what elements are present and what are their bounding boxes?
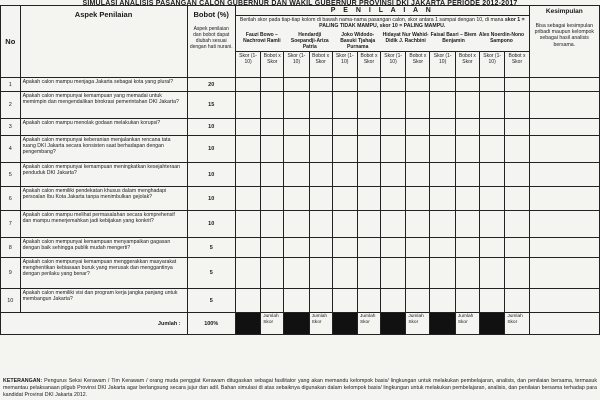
subheader-bobot-x-skor: Bobot x Skor bbox=[261, 52, 284, 78]
footer-text: Pengurus Seksi Kerawam / Tim Kerawam / orang muda penggiat Kerawam ditugaskan sebagai fasilitator yang akan memandu kelompok basis/ lingkungan untuk melakukan pembelajaran, analisis, dan penilaian bersama, termasuk memantau pelaksanaan pilgub Provinsi DKI Jakarta agar berlangsung secara jujur dan adil. Bahan simulasi di atas sebaiknya digunakan dalam kelompok basis/ lingkungan untuk melakukan pembelajaran, analisis, dan penilaian bersama terhadap para kandidat Provinsi DKI Jakarta 2012. bbox=[3, 378, 597, 398]
weighted-score-cell[interactable] bbox=[455, 289, 479, 313]
weighted-score-cell[interactable] bbox=[406, 238, 430, 258]
subheader-skor: Skor (1-10) bbox=[380, 52, 405, 78]
row-number: 3 bbox=[1, 119, 21, 136]
document-title: SIMULASI ANALISIS PASANGAN CALON GUBERNUR DAN WAKIL GUBERNUR PROVINSI DKI JAKARTA PERIODE 2012-2017 bbox=[82, 0, 518, 7]
weighted-score-cell[interactable] bbox=[406, 258, 430, 289]
score-input-cell[interactable] bbox=[235, 289, 260, 313]
row-bobot: 5 bbox=[187, 258, 235, 289]
footer-note bbox=[3, 378, 597, 399]
weighted-score-cell[interactable] bbox=[406, 92, 430, 119]
score-input-cell[interactable] bbox=[284, 119, 309, 136]
assessment-rows bbox=[1, 78, 600, 313]
assessment-table bbox=[0, 5, 600, 335]
score-input-cell[interactable] bbox=[284, 163, 309, 187]
weighted-score-cell[interactable] bbox=[455, 136, 479, 163]
kesimpulan-cell[interactable] bbox=[529, 78, 599, 92]
kesimpulan-cell[interactable] bbox=[529, 136, 599, 163]
instruction-text: Berilah skor pada tiap-tiap kolom di bawah nama-nama pasangan calon, skor antara 1 sampai dengan 10, di mana bbox=[239, 17, 505, 23]
subheader-bobot-x-skor: Bobot x Skor bbox=[309, 52, 332, 78]
row-bobot: 10 bbox=[187, 136, 235, 163]
score-input-cell[interactable] bbox=[332, 289, 357, 313]
candidate-name: Hidayat Nur Wahid-Didik J. Rachbini bbox=[382, 32, 429, 44]
header-bobot-label: Bobot (%) bbox=[193, 10, 229, 19]
weighted-score-cell[interactable] bbox=[309, 92, 332, 119]
candidate-name: Hendardji Soepandji-Ariza Patria bbox=[290, 32, 329, 50]
weighted-score-cell[interactable] bbox=[261, 78, 284, 92]
subheader-skor: Skor (1-10) bbox=[332, 52, 357, 78]
row-aspek: Apakah calon mempunyai kemampuan menggerakkan masyarakat menghentikan kebiasaan buruk yang merusak dan menggantinya dengan perilaku yang benar? bbox=[20, 258, 187, 289]
table-row bbox=[1, 163, 600, 187]
table-row bbox=[1, 119, 600, 136]
header-kesimpulan-desc: Bisa sebagai kesimpulan pribadi maupun kelompok sebagai hasil analisis bersama. bbox=[534, 23, 595, 48]
weighted-score-cell[interactable] bbox=[505, 289, 529, 313]
kesimpulan-cell[interactable] bbox=[529, 289, 599, 313]
row-aspek: Apakah calon mempunyai keberanian menjalankan rencana tata ruang DKI Jakarta secara konsisten saat berhadapan dengan pengembang? bbox=[20, 136, 187, 163]
weighted-score-cell[interactable] bbox=[357, 211, 380, 238]
weighted-score-cell[interactable] bbox=[505, 238, 529, 258]
subheader-skor: Skor (1-10) bbox=[235, 52, 260, 78]
subheader-bobot-x-skor: Bobot x Skor bbox=[357, 52, 380, 78]
total-score-cell[interactable]: Jumlah Skor bbox=[357, 313, 380, 335]
weighted-score-cell[interactable] bbox=[357, 163, 380, 187]
score-input-cell[interactable] bbox=[284, 187, 309, 211]
weighted-score-cell[interactable] bbox=[309, 258, 332, 289]
score-input-cell[interactable] bbox=[430, 92, 455, 119]
total-row bbox=[1, 313, 600, 335]
total-bobot: 100% bbox=[187, 313, 235, 335]
score-input-cell[interactable] bbox=[430, 163, 455, 187]
score-input-cell[interactable] bbox=[479, 238, 504, 258]
weighted-score-cell[interactable] bbox=[357, 238, 380, 258]
weighted-score-cell[interactable] bbox=[309, 163, 332, 187]
weighted-score-cell[interactable] bbox=[261, 119, 284, 136]
score-input-cell[interactable] bbox=[332, 92, 357, 119]
total-score-cell[interactable]: Jumlah Skor bbox=[505, 313, 529, 335]
score-input-cell[interactable] bbox=[380, 258, 405, 289]
weighted-score-cell[interactable] bbox=[261, 136, 284, 163]
score-input-cell[interactable] bbox=[380, 136, 405, 163]
row-number: 8 bbox=[1, 238, 21, 258]
candidate-name: Fauzi Bowo – Nachrowi Ramli bbox=[243, 32, 281, 44]
weighted-score-cell[interactable] bbox=[455, 78, 479, 92]
subheader-bobot-x-skor: Bobot x Skor bbox=[406, 52, 430, 78]
score-input-cell[interactable] bbox=[479, 258, 504, 289]
header-kesimpulan bbox=[529, 6, 599, 78]
total-blackout bbox=[479, 313, 504, 335]
row-bobot: 5 bbox=[187, 289, 235, 313]
score-input-cell[interactable] bbox=[380, 92, 405, 119]
score-input-cell[interactable] bbox=[380, 187, 405, 211]
total-score-cell[interactable]: Jumlah Skor bbox=[309, 313, 332, 335]
header-bobot-desc: Aspek penilaian dan bobot dapat diubah sesuai dengan hati nurani. bbox=[189, 26, 233, 50]
weighted-score-cell[interactable] bbox=[455, 211, 479, 238]
score-input-cell[interactable] bbox=[380, 289, 405, 313]
row-number: 6 bbox=[1, 187, 21, 211]
score-input-cell[interactable] bbox=[235, 136, 260, 163]
weighted-score-cell[interactable] bbox=[505, 92, 529, 119]
score-input-cell[interactable] bbox=[332, 187, 357, 211]
score-input-cell[interactable] bbox=[332, 78, 357, 92]
weighted-score-cell[interactable] bbox=[357, 92, 380, 119]
row-aspek: Apakah calon mempunyai kemampuan menyampaikan gagasan dengan baik sehingga publik mudah mengerti? bbox=[20, 238, 187, 258]
weighted-score-cell[interactable] bbox=[357, 289, 380, 313]
weighted-score-cell[interactable] bbox=[309, 78, 332, 92]
kesimpulan-cell[interactable] bbox=[529, 119, 599, 136]
total-score-cell[interactable]: Jumlah Skor bbox=[406, 313, 430, 335]
score-input-cell[interactable] bbox=[235, 211, 260, 238]
score-input-cell[interactable] bbox=[332, 238, 357, 258]
row-aspek: Apakah calon mempunyai kemampuan yang memadai untuk memimpin dan mengendalikan birokrasi pemerintahan DKI Jakarta? bbox=[20, 92, 187, 119]
score-input-cell[interactable] bbox=[479, 78, 504, 92]
weighted-score-cell[interactable] bbox=[505, 119, 529, 136]
footer-label: KETERANGAN: bbox=[3, 378, 43, 384]
weighted-score-cell[interactable] bbox=[357, 119, 380, 136]
row-bobot: 15 bbox=[187, 92, 235, 119]
subheader-skor: Skor (1-10) bbox=[430, 52, 455, 78]
total-blackout bbox=[332, 313, 357, 335]
kesimpulan-cell[interactable] bbox=[529, 187, 599, 211]
kesimpulan-cell[interactable] bbox=[529, 163, 599, 187]
score-input-cell[interactable] bbox=[430, 78, 455, 92]
weighted-score-cell[interactable] bbox=[357, 136, 380, 163]
table-row bbox=[1, 289, 600, 313]
row-number: 1 bbox=[1, 78, 21, 92]
row-bobot: 10 bbox=[187, 187, 235, 211]
weighted-score-cell[interactable] bbox=[309, 187, 332, 211]
row-aspek: Apakah calon memiliki pendekatan khusus dalam menghadapi persoalan Ibu Kota Jakarta tanpa menimbulkan gejolak? bbox=[20, 187, 187, 211]
weighted-score-cell[interactable] bbox=[309, 119, 332, 136]
score-input-cell[interactable] bbox=[235, 238, 260, 258]
row-number: 9 bbox=[1, 258, 21, 289]
subheader-skor: Skor (1-10) bbox=[284, 52, 309, 78]
score-input-cell[interactable] bbox=[380, 78, 405, 92]
weighted-score-cell[interactable] bbox=[455, 119, 479, 136]
table-row bbox=[1, 258, 600, 289]
score-input-cell[interactable] bbox=[284, 92, 309, 119]
weighted-score-cell[interactable] bbox=[505, 258, 529, 289]
weighted-score-cell[interactable] bbox=[455, 238, 479, 258]
weighted-score-cell[interactable] bbox=[261, 163, 284, 187]
weighted-score-cell[interactable] bbox=[505, 163, 529, 187]
weighted-score-cell[interactable] bbox=[261, 92, 284, 119]
weighted-score-cell[interactable] bbox=[406, 119, 430, 136]
table-row bbox=[1, 211, 600, 238]
score-input-cell[interactable] bbox=[430, 119, 455, 136]
score-input-cell[interactable] bbox=[332, 258, 357, 289]
score-input-cell[interactable] bbox=[479, 187, 504, 211]
weighted-score-cell[interactable] bbox=[261, 258, 284, 289]
score-input-cell[interactable] bbox=[332, 163, 357, 187]
header-bobot bbox=[187, 6, 235, 78]
header-kesimpulan-label: Kesimpulan bbox=[545, 8, 583, 15]
row-bobot: 10 bbox=[187, 119, 235, 136]
score-input-cell[interactable] bbox=[479, 119, 504, 136]
header-no: No bbox=[1, 6, 21, 78]
weighted-score-cell[interactable] bbox=[261, 289, 284, 313]
total-blackout bbox=[380, 313, 405, 335]
table-row bbox=[1, 78, 600, 92]
score-input-cell[interactable] bbox=[380, 163, 405, 187]
scoring-instruction bbox=[235, 16, 529, 52]
row-number: 2 bbox=[1, 92, 21, 119]
weighted-score-cell[interactable] bbox=[309, 211, 332, 238]
row-aspek: Apakah calon mampu menjaga Jakarta sebagai kota yang plural? bbox=[20, 78, 187, 92]
score-input-cell[interactable] bbox=[235, 92, 260, 119]
weighted-score-cell[interactable] bbox=[406, 163, 430, 187]
score-input-cell[interactable] bbox=[430, 187, 455, 211]
score-input-cell[interactable] bbox=[284, 238, 309, 258]
weighted-score-cell[interactable] bbox=[406, 187, 430, 211]
score-input-cell[interactable] bbox=[284, 211, 309, 238]
subheader-bobot-x-skor: Bobot x Skor bbox=[505, 52, 529, 78]
weighted-score-cell[interactable] bbox=[406, 78, 430, 92]
kesimpulan-cell[interactable] bbox=[529, 258, 599, 289]
score-input-cell[interactable] bbox=[430, 258, 455, 289]
weighted-score-cell[interactable] bbox=[261, 238, 284, 258]
score-input-cell[interactable] bbox=[284, 136, 309, 163]
candidate-name: Alex Noerdin-Nono Sampono bbox=[478, 32, 525, 44]
total-blackout bbox=[284, 313, 309, 335]
weighted-score-cell[interactable] bbox=[505, 78, 529, 92]
score-input-cell[interactable] bbox=[235, 163, 260, 187]
row-number: 5 bbox=[1, 163, 21, 187]
header-penilaian: P E N I L A I A N bbox=[235, 6, 529, 16]
total-score-cell[interactable]: Jumlah Skor bbox=[261, 313, 284, 335]
weighted-score-cell[interactable] bbox=[357, 258, 380, 289]
score-input-cell[interactable] bbox=[430, 289, 455, 313]
weighted-score-cell[interactable] bbox=[455, 258, 479, 289]
total-label: Jumlah : bbox=[1, 313, 188, 335]
subheader-bobot-x-skor: Bobot x Skor bbox=[455, 52, 479, 78]
row-number: 7 bbox=[1, 211, 21, 238]
weighted-score-cell[interactable] bbox=[406, 136, 430, 163]
row-aspek: Apakah calon mampu melihat permasalahan secara komprehensif dan mampu menerjemahkan jadi kebijakan yang konkrit? bbox=[20, 211, 187, 238]
instruction-scale: skor 1 = PALING TIDAK MAMPU, skor 10 = PALING MAMPU. bbox=[319, 17, 525, 29]
score-input-cell[interactable] bbox=[430, 238, 455, 258]
weighted-score-cell[interactable] bbox=[406, 289, 430, 313]
row-bobot: 20 bbox=[187, 78, 235, 92]
row-number: 4 bbox=[1, 136, 21, 163]
score-input-cell[interactable] bbox=[479, 289, 504, 313]
weighted-score-cell[interactable] bbox=[455, 187, 479, 211]
row-aspek: Apakah calon memiliki visi dan program kerja jangka panjang untuk membangun Jakarta? bbox=[20, 289, 187, 313]
total-blackout bbox=[235, 313, 260, 335]
score-input-cell[interactable] bbox=[380, 211, 405, 238]
kesimpulan-cell[interactable] bbox=[529, 211, 599, 238]
weighted-score-cell[interactable] bbox=[357, 78, 380, 92]
weighted-score-cell[interactable] bbox=[455, 163, 479, 187]
row-bobot: 5 bbox=[187, 238, 235, 258]
total-kesimpulan-cell[interactable] bbox=[529, 313, 599, 335]
subheader-skor: Skor (1-10) bbox=[479, 52, 504, 78]
row-number: 10 bbox=[1, 289, 21, 313]
score-input-cell[interactable] bbox=[430, 211, 455, 238]
score-input-cell[interactable] bbox=[332, 136, 357, 163]
total-score-cell[interactable]: Jumlah Skor bbox=[455, 313, 479, 335]
kesimpulan-cell[interactable] bbox=[529, 238, 599, 258]
candidate-name: Joko Widodo-Basuki Tjahaja Purnama bbox=[340, 32, 376, 50]
total-blackout bbox=[430, 313, 455, 335]
weighted-score-cell[interactable] bbox=[505, 187, 529, 211]
score-input-cell[interactable] bbox=[430, 136, 455, 163]
weighted-score-cell[interactable] bbox=[309, 289, 332, 313]
header-aspek: Aspek Penilaian bbox=[20, 6, 187, 78]
score-input-cell[interactable] bbox=[479, 211, 504, 238]
score-input-cell[interactable] bbox=[380, 238, 405, 258]
score-input-cell[interactable] bbox=[235, 78, 260, 92]
weighted-score-cell[interactable] bbox=[261, 211, 284, 238]
row-bobot: 10 bbox=[187, 163, 235, 187]
weighted-score-cell[interactable] bbox=[455, 92, 479, 119]
table-row bbox=[1, 238, 600, 258]
row-aspek: Apakah calon mampu menolak godaan melakukan korupsi? bbox=[20, 119, 187, 136]
weighted-score-cell[interactable] bbox=[406, 211, 430, 238]
score-input-cell[interactable] bbox=[479, 136, 504, 163]
score-input-cell[interactable] bbox=[235, 187, 260, 211]
row-bobot: 10 bbox=[187, 211, 235, 238]
score-input-cell[interactable] bbox=[284, 289, 309, 313]
score-input-cell[interactable] bbox=[235, 258, 260, 289]
score-input-cell[interactable] bbox=[284, 258, 309, 289]
kesimpulan-cell[interactable] bbox=[529, 92, 599, 119]
weighted-score-cell[interactable] bbox=[505, 211, 529, 238]
table-row bbox=[1, 136, 600, 163]
weighted-score-cell[interactable] bbox=[505, 136, 529, 163]
candidate-name: Faisal Basri – Biem Benjamin bbox=[430, 32, 477, 44]
weighted-score-cell[interactable] bbox=[357, 187, 380, 211]
score-input-cell[interactable] bbox=[479, 92, 504, 119]
row-aspek: Apakah calon mempunyai kemampuan meningkatkan kesejahteraan penduduk DKI Jakarta? bbox=[20, 163, 187, 187]
score-input-cell[interactable] bbox=[479, 163, 504, 187]
score-input-cell[interactable] bbox=[332, 211, 357, 238]
candidate-names bbox=[238, 32, 527, 50]
score-input-cell[interactable] bbox=[332, 119, 357, 136]
weighted-score-cell[interactable] bbox=[309, 136, 332, 163]
score-input-cell[interactable] bbox=[235, 119, 260, 136]
table-row bbox=[1, 92, 600, 119]
weighted-score-cell[interactable] bbox=[261, 187, 284, 211]
table-row bbox=[1, 187, 600, 211]
score-input-cell[interactable] bbox=[380, 119, 405, 136]
score-input-cell[interactable] bbox=[284, 78, 309, 92]
weighted-score-cell[interactable] bbox=[309, 238, 332, 258]
